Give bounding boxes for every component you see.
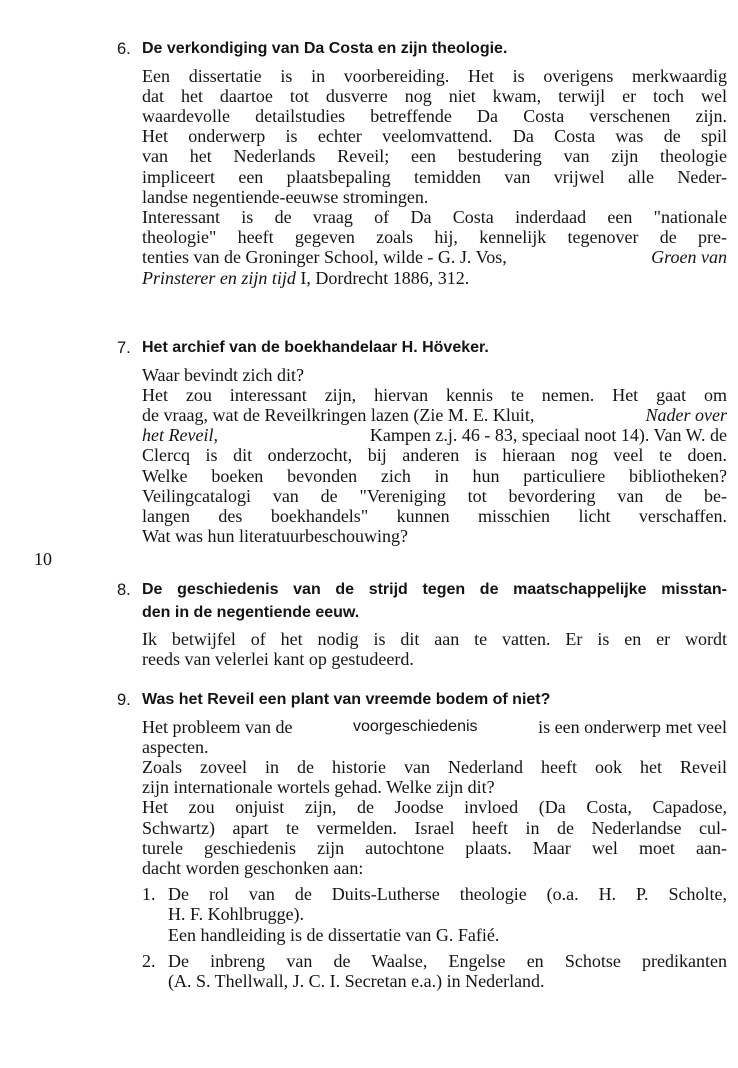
text-line: Een dissertatie is in voorbereiding. Het is overigens merkwaardig — [142, 65, 727, 86]
list-item-9 — [117, 689, 727, 997]
list-item-6 — [117, 38, 727, 288]
text-line: Een handleiding is de dissertatie van G. Fafié. — [168, 924, 500, 945]
book-title: Nader over — [645, 404, 727, 425]
text-line: theologie" heeft gegeven zoals hij, kennelijk tegenover de pre- — [142, 227, 727, 248]
text-line: H. F. Kohlbrugge). — [168, 904, 305, 925]
text-segment: is een onderwerp met veel — [538, 716, 727, 737]
text-line — [142, 247, 727, 267]
text-line: waardevolle detailstudies betreffende Da Costa verschenen zijn. — [142, 105, 727, 126]
text-line: Interessant is de vraag of Da Costa inderdaad een "nationale — [142, 206, 727, 227]
text-line: Clercq is dit onderzocht, bij anderen is hieraan nog veel te doen. — [142, 445, 727, 466]
text-line: De inbreng van de Waalse, Engelse en Schotse predikanten — [168, 950, 727, 971]
heading-line: De geschiedenis van de strijd tegen de maatschappelijke misstan- — [142, 581, 727, 598]
sub-item-body — [168, 884, 727, 945]
item-number: 7. — [117, 339, 131, 357]
text-line: langen des boekhandels" kunnen misschien licht verschaffen. — [142, 505, 727, 526]
text-segment: de vraag, wat de Reveilkringen lazen (Zie M. E. Kluit, — [142, 404, 535, 425]
text-line: reeds van velerlei kant op gestudeerd. — [142, 649, 414, 670]
item-heading — [142, 579, 727, 624]
book-title: Prinsterer en zijn tijd — [142, 267, 296, 288]
text-line — [142, 717, 727, 737]
text-line: aspecten. — [142, 736, 209, 757]
text-line: dat het daartoe tot dusverre nog niet kwam, terwijl er toch wel — [142, 85, 727, 106]
sub-list-item-1 — [142, 884, 727, 945]
text-segment: Kampen z.j. 46 - 83, speciaal noot 14). Van W. de — [369, 425, 727, 446]
item-number: 8. — [117, 581, 131, 599]
item-heading: Het archief van de boekhandelaar H. Höveker. — [142, 339, 489, 356]
text-line: (A. S. Thellwall, J. C. I. Secretan e.a.) in Nederland. — [168, 970, 545, 991]
item-body — [142, 66, 727, 288]
text-line: Schwartz) apart te vermelden. Israel heeft in de Nederlandse cul- — [142, 817, 727, 838]
text-line: dacht worden geschonken aan: — [142, 857, 364, 878]
text-line: Het zou interessant zijn, hiervan kennis te nemen. Het gaat om — [142, 384, 727, 405]
emphasized-term: voorgeschiedenis — [353, 717, 478, 735]
sub-item-number: 1. — [142, 884, 156, 905]
text-line: Wat was hun literatuurbeschouwing? — [142, 526, 408, 547]
text-line: Zoals zoveel in de historie van Nederland heeft ook het Reveil — [142, 756, 727, 777]
text-segment: I, Dordrecht 1886, 312. — [300, 267, 470, 288]
text-line: landse negentiende-eeuwse stromingen. — [142, 186, 429, 207]
item-body — [142, 365, 727, 547]
list-item-7 — [117, 337, 727, 546]
list-item-8 — [117, 579, 727, 669]
item-heading: Was het Reveil een plant van vreemde bodem of niet? — [142, 691, 551, 708]
text-line: De rol van de Duits-Lutherse theologie (o.a. H. P. Scholte, — [168, 884, 727, 905]
text-segment: tenties van de Groninger School, wilde - G. J. Vos, — [142, 247, 507, 268]
book-title: het Reveil, — [142, 425, 218, 446]
item-number: 6. — [117, 40, 131, 58]
text-line: van het Nederlands Reveil; een bestudering van zijn theologie — [142, 146, 727, 167]
text-line: zijn internationale wortels gehad. Welke zijn dit? — [142, 777, 495, 798]
sub-item-body — [168, 951, 727, 991]
sub-list — [142, 884, 727, 991]
item-heading: De verkondiging van Da Costa en zijn theologie. — [142, 40, 508, 57]
text-line: Het onderwerp is echter veelomvattend. Da Costa was de spil — [142, 126, 727, 147]
text-line: Waar bevindt zich dit? — [142, 364, 304, 385]
text-line: impliceert een plaatsbepaling temidden van vrijwel alle Neder- — [142, 166, 727, 187]
item-body — [142, 717, 727, 992]
text-line: Ik betwijfel of het nodig is dit aan te vatten. Er is en er wordt — [142, 629, 727, 649]
text-line — [142, 425, 727, 445]
heading-line: den in de negentiende eeuw. — [142, 603, 360, 621]
text-line: Veilingcatalogi van de "Vereniging tot bevordering van de be- — [142, 485, 727, 506]
text-line: Welke boeken bevonden zich in hun particuliere bibliotheken? — [142, 465, 727, 486]
book-title: Groen van — [651, 247, 727, 268]
text-line — [142, 405, 727, 425]
text-segment: Het probleem van de — [142, 716, 293, 737]
text-line: Het zou onjuist zijn, de Joodse invloed (Da Costa, Capadose, — [142, 797, 727, 818]
page-number: 10 — [34, 549, 52, 569]
item-number: 9. — [117, 691, 131, 709]
sub-item-number: 2. — [142, 950, 156, 971]
text-line: turele geschiedenis zijn autochtone plaats. Maar wel moet aan- — [142, 837, 727, 858]
item-body — [142, 629, 727, 669]
text-line — [142, 268, 727, 288]
sub-list-item-2 — [142, 951, 727, 991]
